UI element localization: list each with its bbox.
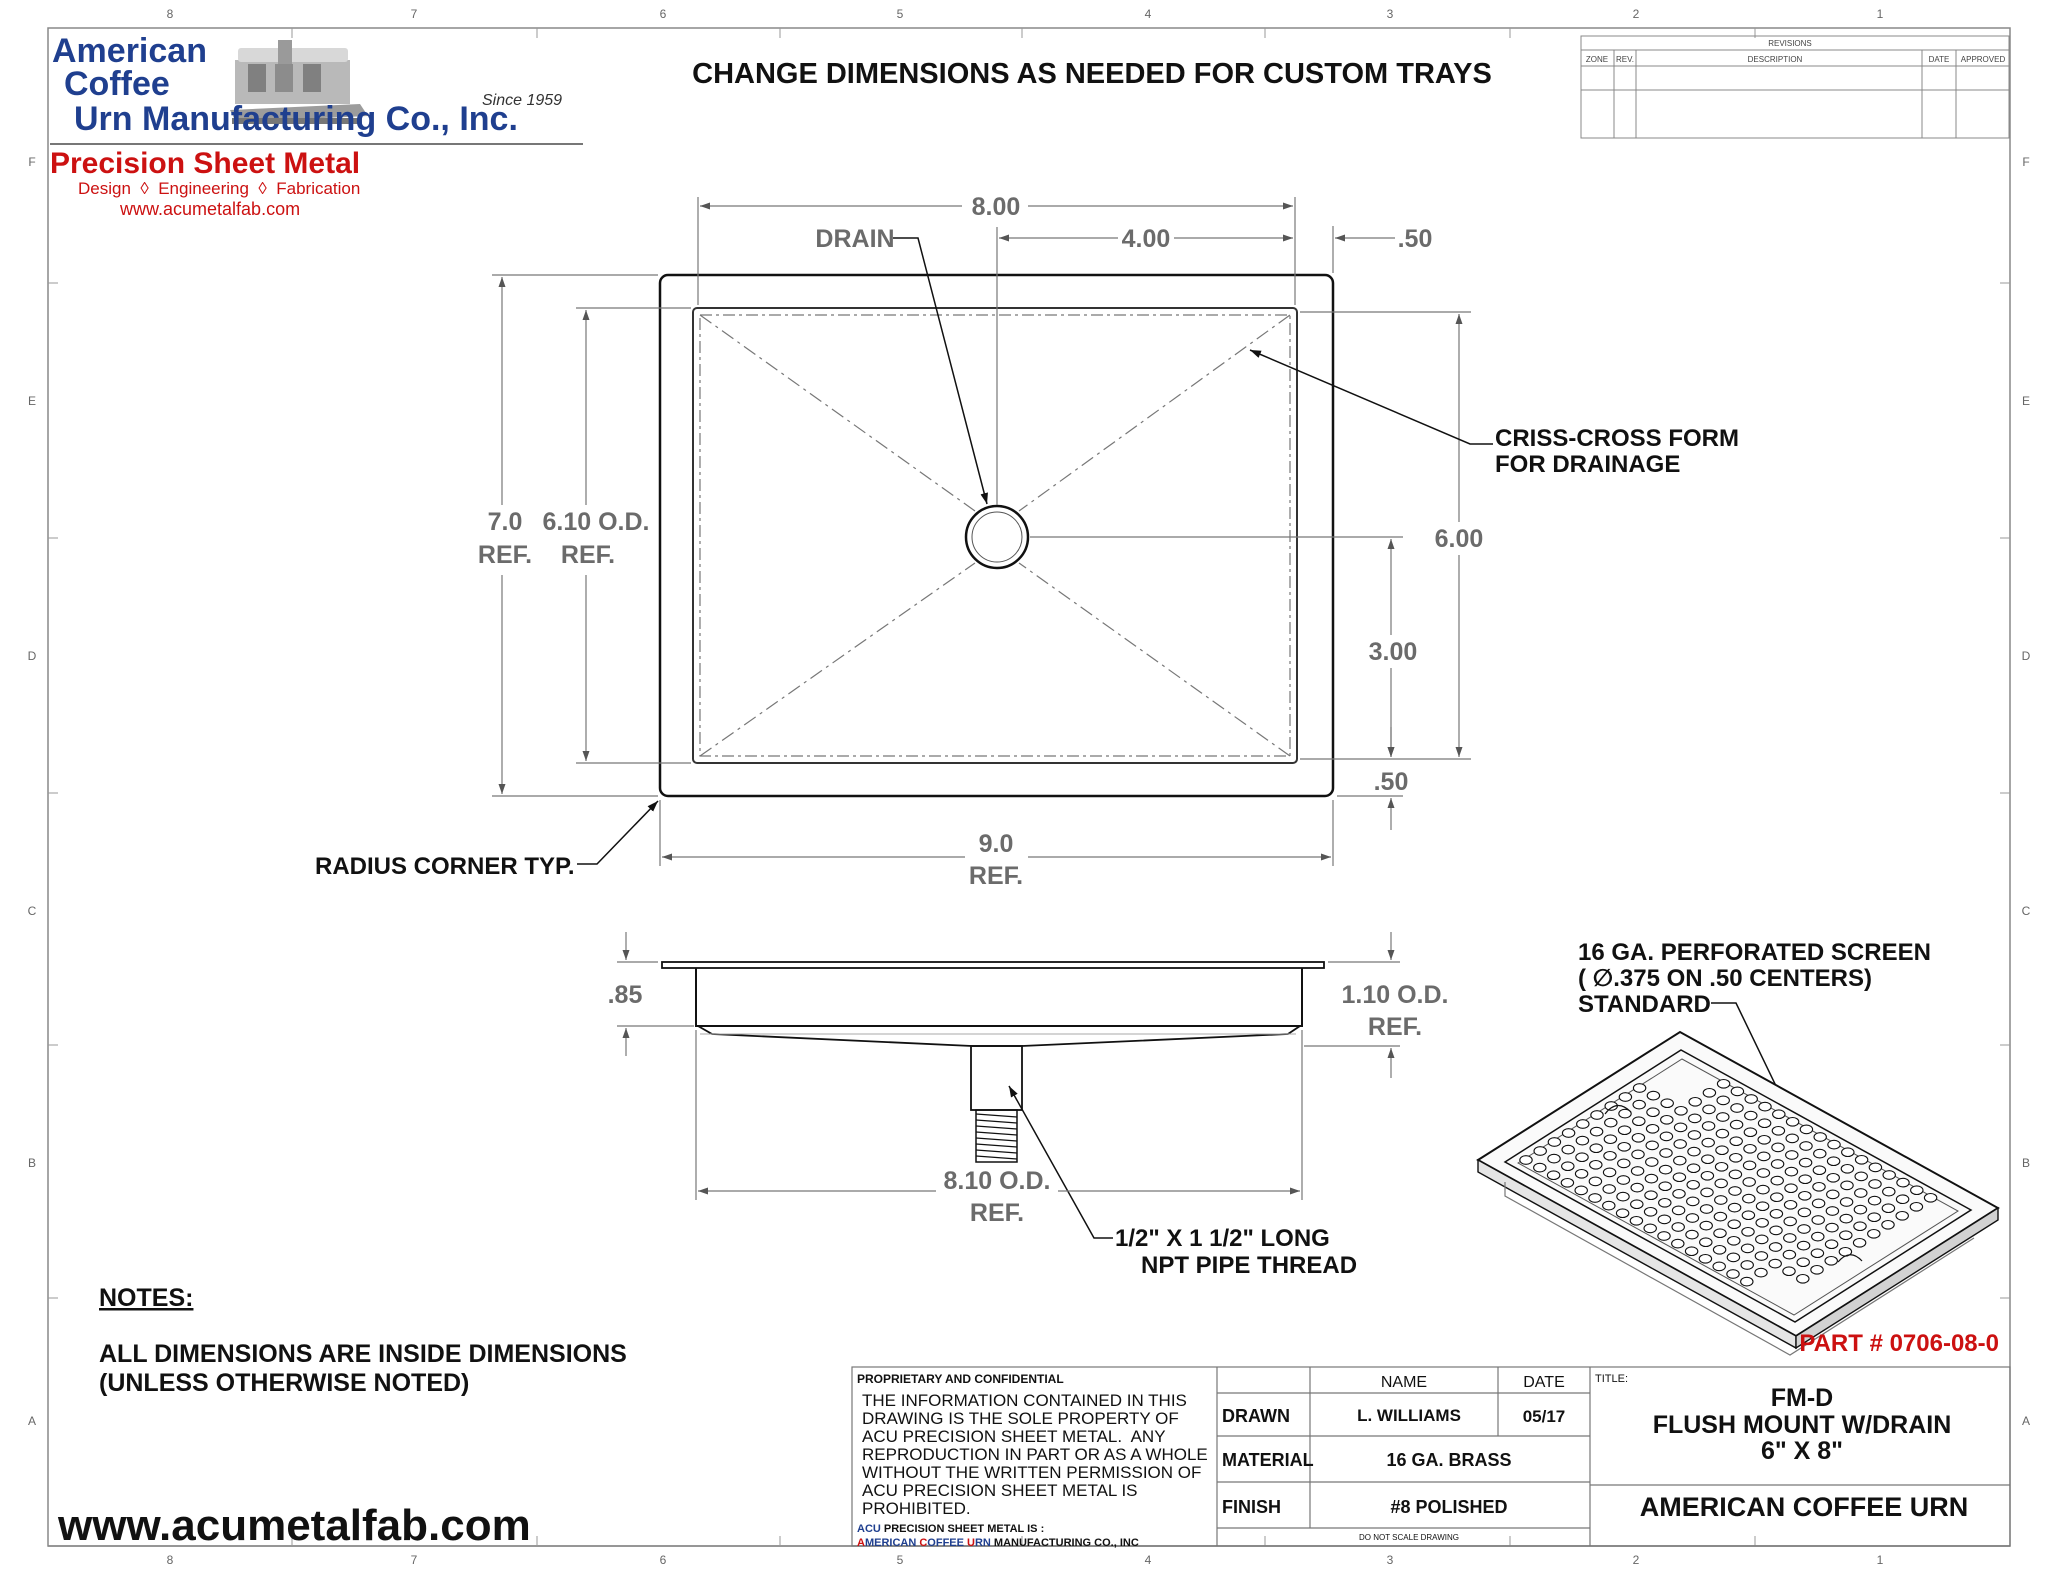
zone-col-label-8: 8: [166, 1553, 174, 1567]
zone-col-label-7: 7: [410, 1553, 418, 1567]
pipe-thread-lines: [976, 1114, 1017, 1159]
proprietary-line-3: ACU PRECISION SHEET METAL. ANY: [862, 1427, 1166, 1446]
zone-col-label-1: 1: [1876, 1553, 1884, 1567]
logo-line-american: American: [52, 32, 207, 70]
zone-tick-marks: [48, 28, 2010, 1546]
dim-od-height: 6.10 O.D.: [542, 508, 650, 536]
side-view: [662, 962, 1324, 1162]
callout-criss-cross-2: FOR DRAINAGE: [1495, 451, 1681, 478]
zone-row-label-B: B: [2021, 1156, 2031, 1170]
dim-flange-bottom: .50: [1373, 768, 1409, 796]
revisions-block: [1581, 36, 2009, 138]
zone-col-label-1: 1: [1876, 7, 1884, 21]
zone-col-label-8: 8: [166, 7, 174, 21]
logo-services: Design ◊ Engineering ◊ Fabrication: [78, 179, 361, 198]
zone-row-label-C: C: [27, 904, 37, 918]
dim-od-width: 8.10 O.D.: [943, 1167, 1051, 1195]
title-block-fields: [1222, 1373, 1968, 1542]
dim-inner-height: 6.00: [1434, 525, 1484, 553]
revisions-col-zone: ZONE: [1585, 55, 1609, 64]
notes-line-1: ALL DIMENSIONS ARE INSIDE DIMENSIONS: [99, 1340, 627, 1368]
logo-line-urn: Urn Manufacturing Co., Inc.: [74, 100, 518, 138]
finish-label: FINISH: [1222, 1497, 1282, 1517]
title-line-3: 6" X 8": [1760, 1437, 1844, 1465]
side-basin: [696, 968, 1302, 1026]
proprietary-line-1: THE INFORMATION CONTAINED IN THIS: [862, 1391, 1187, 1410]
dim-top-width: 8.00: [971, 193, 1021, 221]
proprietary-notice: [857, 1372, 1208, 1549]
name-header: NAME: [1380, 1374, 1428, 1391]
tray-basin-outline: [693, 308, 1297, 763]
zone-col-label-3: 3: [1386, 7, 1394, 21]
dim-od-depth: 1.10 O.D.: [1341, 981, 1449, 1009]
drawn-name: L. WILLIAMS: [1357, 1406, 1461, 1425]
criss-cross-drainage-lines: [700, 315, 1290, 756]
zone-col-label-6: 6: [659, 1553, 667, 1567]
zone-row-label-C: C: [2021, 904, 2031, 918]
dimension-lines-side-view: [617, 932, 1400, 1200]
date-header: DATE: [1523, 1374, 1565, 1391]
notes: [99, 1284, 627, 1397]
zone-col-label-4: 4: [1144, 7, 1152, 21]
drawn-date: 05/17: [1522, 1407, 1566, 1426]
dim-half-height: 3.00: [1368, 638, 1418, 666]
logo-precision-sheet-metal: Precision Sheet Metal: [50, 147, 361, 180]
dim-od-height-ref: REF.: [560, 541, 616, 569]
zone-row-label-E: E: [27, 394, 37, 408]
zone-row-label-A: A: [27, 1414, 37, 1428]
revisions-col-rev: REV.: [1616, 55, 1634, 64]
callout-screen-3: STANDARD: [1578, 991, 1711, 1018]
zone-row-label-D: D: [2021, 649, 2031, 663]
zone-col-label-2: 2: [1632, 7, 1640, 21]
revisions-col-description: DESCRIPTION: [1747, 55, 1803, 64]
logo-line-coffee: Coffee: [64, 65, 170, 103]
material-value: 16 GA. BRASS: [1386, 1450, 1512, 1470]
notes-heading: NOTES:: [99, 1284, 194, 1312]
drawn-label: DRAWN: [1222, 1406, 1290, 1426]
revisions-col-approved: APPROVED: [1960, 55, 2006, 64]
dim-outer-height-ref: REF.: [477, 541, 533, 569]
zone-row-label-E: E: [2021, 394, 2031, 408]
callout-pipe-1: 1/2" X 1 1/2" LONG: [1115, 1225, 1330, 1252]
zone-col-label-5: 5: [896, 1553, 904, 1567]
proprietary-line-6: ACU PRECISION SHEET METAL IS: [862, 1481, 1138, 1500]
dim-flange-top: .50: [1397, 225, 1433, 253]
finish-value: #8 POLISHED: [1390, 1497, 1508, 1517]
title-line-2: FLUSH MOUNT W/DRAIN: [1652, 1411, 1952, 1439]
proprietary-line-7: PROHIBITED.: [862, 1499, 971, 1518]
zone-col-label-2: 2: [1632, 1553, 1640, 1567]
zone-row-label-A: A: [2021, 1414, 2031, 1428]
zone-col-label-5: 5: [896, 7, 904, 21]
header-title: CHANGE DIMENSIONS AS NEEDED FOR CUSTOM TRAYS: [692, 58, 1492, 90]
drain-pipe-thread: [976, 1110, 1017, 1162]
notes-line-2: (UNLESS OTHERWISE NOTED): [99, 1369, 470, 1397]
dimension-labels-side-view: [608, 981, 1449, 1227]
company-name: AMERICAN COFFEE URN: [1639, 1492, 1969, 1522]
zone-col-label-7: 7: [410, 7, 418, 21]
logo-url: www.acumetalfab.com: [120, 199, 301, 219]
sheet-border: [48, 28, 2010, 1546]
no-scale-note: DO NOT SCALE DRAWING: [1358, 1533, 1460, 1542]
dim-od-width-ref: REF.: [969, 1199, 1025, 1227]
zone-col-label-4: 4: [1144, 1553, 1152, 1567]
dim-half-width: 4.00: [1121, 225, 1171, 253]
side-basin-bottom: [698, 1026, 1300, 1046]
zone-row-label-F: F: [2022, 155, 2030, 169]
callout-pipe-2: NPT PIPE THREAD: [1141, 1252, 1358, 1279]
revisions-col-date: DATE: [1928, 55, 1950, 64]
proprietary-line-2: DRAWING IS THE SOLE PROPERTY OF: [862, 1409, 1179, 1428]
dim-depth: .85: [607, 981, 643, 1009]
part-number: PART # 0706-08-0: [1799, 1330, 1999, 1357]
revisions-title: REVISIONS: [1768, 39, 1812, 48]
logo-since: Since 1959: [482, 92, 563, 109]
dim-od-depth-ref: REF.: [1367, 1013, 1423, 1041]
drain-hole: [966, 506, 1028, 568]
zone-row-label-F: F: [28, 155, 36, 169]
website-url: www.acumetalfab.com: [58, 1501, 531, 1550]
zone-labels: [28, 7, 2031, 1567]
proprietary-footer-1: ACU PRECISION SHEET METAL IS :: [857, 1523, 1045, 1535]
proprietary-heading: PROPRIETARY AND CONFIDENTIAL: [857, 1372, 1064, 1386]
dim-drain-label: DRAIN: [815, 225, 895, 253]
drain-pipe: [971, 1046, 1022, 1110]
proprietary-footer-2: AMERICAN COFFEE URN MANUFACTURING CO., INC: [857, 1537, 1139, 1549]
dim-outer-height: 7.0: [487, 508, 523, 536]
callout-radius-corner: RADIUS CORNER TYP.: [315, 853, 575, 880]
callout-screen-2: ( ∅.375 ON .50 CENTERS): [1578, 965, 1872, 992]
title-line-1: FM-D: [1770, 1384, 1834, 1412]
callout-criss-cross-1: CRISS-CROSS FORM: [1495, 425, 1740, 452]
dim-outer-width-ref: REF.: [968, 862, 1024, 890]
zone-col-label-6: 6: [659, 7, 667, 21]
dim-outer-width: 9.0: [978, 830, 1014, 858]
zone-col-label-3: 3: [1386, 1553, 1394, 1567]
title-label: TITLE:: [1595, 1373, 1629, 1385]
zone-row-label-D: D: [27, 649, 37, 663]
proprietary-line-4: REPRODUCTION IN PART OR AS A WHOLE: [862, 1445, 1208, 1464]
callout-screen-1: 16 GA. PERFORATED SCREEN: [1578, 939, 1931, 966]
material-label: MATERIAL: [1222, 1450, 1314, 1470]
proprietary-line-5: WITHOUT THE WRITTEN PERMISSION OF: [862, 1463, 1202, 1482]
zone-row-label-B: B: [27, 1156, 37, 1170]
company-logo: [50, 32, 583, 219]
isometric-perforated-screen: [1478, 1032, 1998, 1355]
side-flange: [662, 962, 1324, 968]
